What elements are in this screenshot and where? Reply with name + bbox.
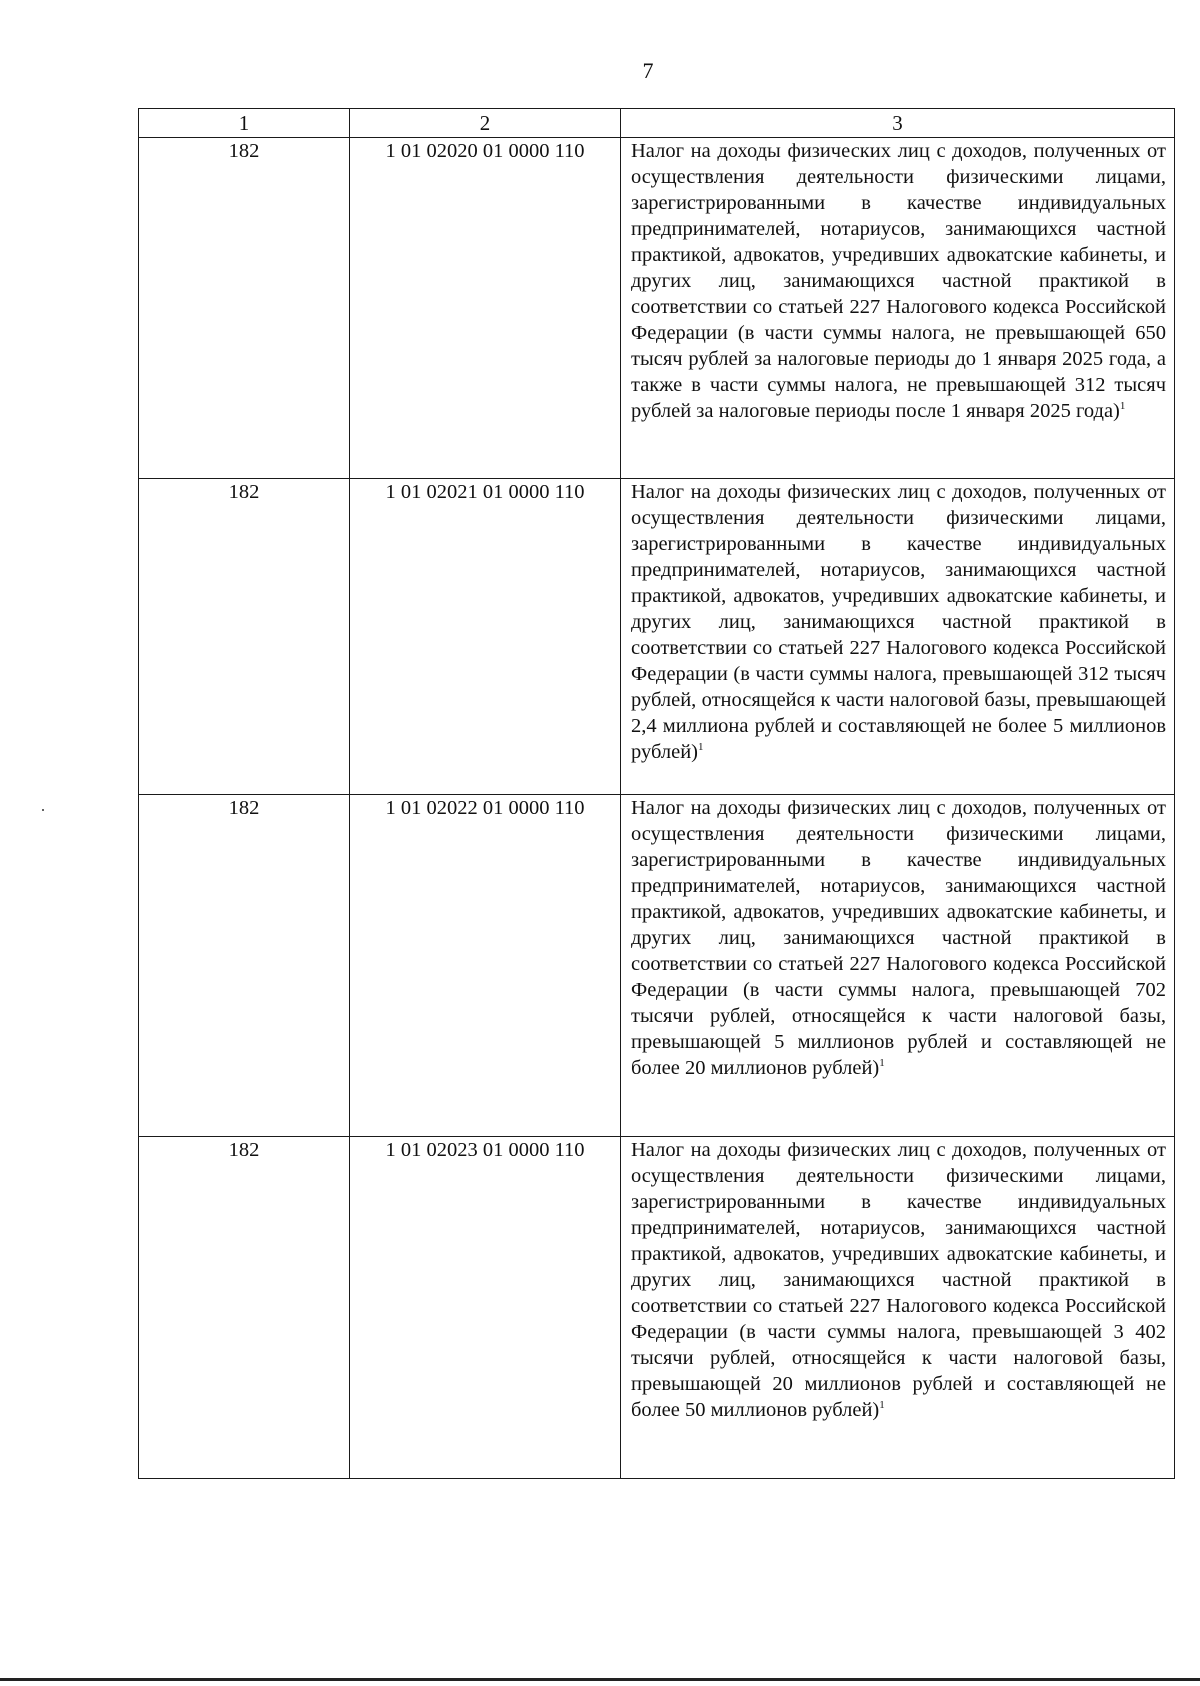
admin-code-cell: 182: [139, 1137, 350, 1479]
admin-code-cell: 182: [139, 795, 350, 1137]
budget-code-cell: 1 01 02021 01 0000 110: [350, 479, 621, 795]
income-codes-table: [138, 108, 1175, 1479]
description-text: Налог на доходы физических лиц с доходов, полученных от осуществления деятельности физическими лицами, зарегистрированными в качестве индивидуальных предпринимателей, нотариусов, занимающихся частной практикой, адвокатов, учредивших адвокатские кабинеты, и других лиц, занимающихся частной практикой в соответствии со статьей 227 Налогового кодекса Российской Федерации (в части суммы налога, превышающей 3 402 тысячи рублей, относящейся к части налоговой базы, превышающей 20 миллионов рублей и составляющей не более 50 миллионов рублей): [631, 1139, 1166, 1421]
description-text: Налог на доходы физических лиц с доходов, полученных от осуществления деятельности физическими лицами, зарегистрированными в качестве индивидуальных предпринимателей, нотариусов, занимающихся частной практикой, адвокатов, учредивших адвокатские кабинеты, и других лиц, занимающихся частной практикой в соответствии со статьей 227 Налогового кодекса Российской Федерации (в части суммы налога, не превышающей 650 тысяч рублей за налоговые периоды до 1 января 2025 года, а также в части суммы налога, не превышающей 312 тысяч рублей за налоговые периоды после 1 января 2025 года): [631, 140, 1166, 422]
description-cell: [621, 1137, 1175, 1479]
column-header-3: 3: [621, 109, 1175, 138]
footnote-mark: 1: [879, 1057, 885, 1070]
admin-code-cell: 182: [139, 138, 350, 479]
column-header-1: 1: [139, 109, 350, 138]
footnote-mark: 1: [879, 1399, 885, 1412]
budget-code-cell: 1 01 02023 01 0000 110: [350, 1137, 621, 1479]
description-cell: [621, 479, 1175, 795]
table-header-row: [139, 109, 1175, 138]
footnote-mark: 1: [1119, 400, 1126, 413]
table-row: [139, 138, 1175, 479]
budget-code-cell: 1 01 02020 01 0000 110: [350, 138, 621, 479]
scan-speck: [42, 809, 44, 811]
table-row: [139, 479, 1175, 795]
description-text: Налог на доходы физических лиц с доходов, полученных от осуществления деятельности физическими лицами, зарегистрированными в качестве индивидуальных предпринимателей, нотариусов, занимающихся частной практикой, адвокатов, учредивших адвокатские кабинеты, и других лиц, занимающихся частной практикой в соответствии со статьей 227 Налогового кодекса Российской Федерации (в части суммы налога, превышающей 702 тысячи рублей, относящейся к части налоговой базы, превышающей 5 миллионов рублей и составляющей не более 20 миллионов рублей): [631, 797, 1166, 1079]
table-row: [139, 795, 1175, 1137]
description-text: Налог на доходы физических лиц с доходов, полученных от осуществления деятельности физическими лицами, зарегистрированными в качестве индивидуальных предпринимателей, нотариусов, занимающихся частной практикой, адвокатов, учредивших адвокатские кабинеты, и других лиц, занимающихся частной практикой в соответствии со статьей 227 Налогового кодекса Российской Федерации (в части суммы налога, превышающей 312 тысяч рублей, относящейся к части налоговой базы, превышающей 2,4 миллиона рублей и составляющей не более 5 миллионов рублей): [631, 481, 1166, 763]
admin-code-cell: 182: [139, 479, 350, 795]
column-header-2: 2: [350, 109, 621, 138]
budget-code-cell: 1 01 02022 01 0000 110: [350, 795, 621, 1137]
description-cell: [621, 138, 1175, 479]
table-row: [139, 1137, 1175, 1479]
footnote-mark: 1: [698, 741, 704, 754]
page-number: 7: [642, 58, 654, 83]
description-cell: [621, 795, 1175, 1137]
scan-bottom-edge: [0, 1678, 1200, 1681]
